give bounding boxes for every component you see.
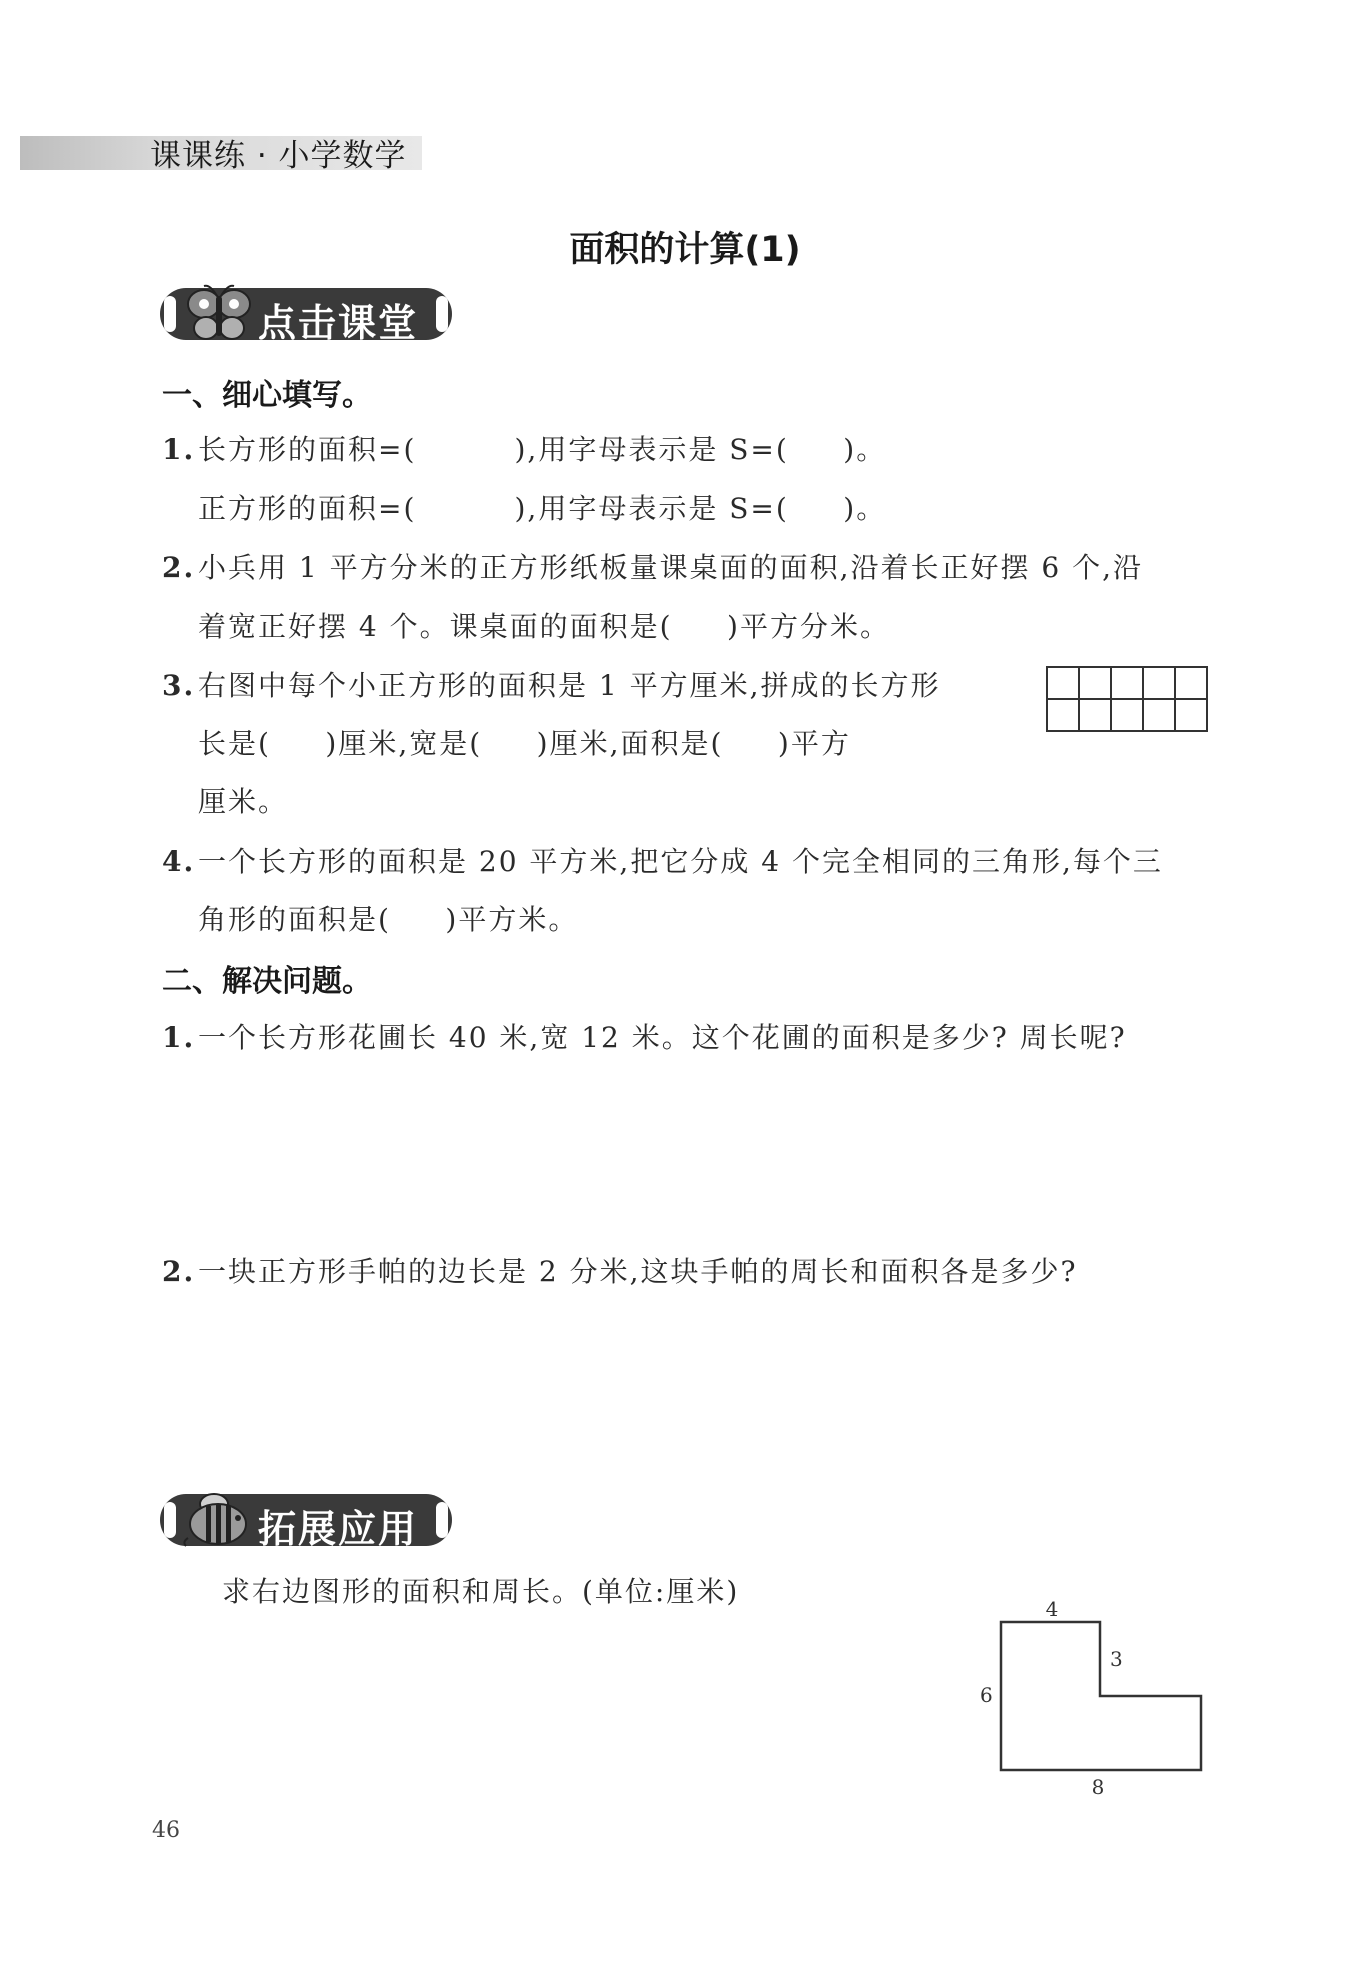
grid-cell	[1175, 667, 1207, 699]
header-title: 课课练 · 小学数学	[150, 138, 407, 174]
q-text: 一个长方形的面积是 20 平方米,把它分成 4 个完全相同的三角形,每个三	[198, 845, 1163, 878]
banner-cap-right	[436, 1502, 448, 1538]
q-number: 1.	[162, 1021, 196, 1054]
label-left: 6	[980, 1683, 993, 1707]
grid-cell	[1079, 667, 1111, 699]
butterfly-icon	[184, 282, 254, 346]
bee-icon	[178, 1486, 256, 1552]
grid-cell	[1143, 699, 1175, 731]
q-number: 2.	[162, 1255, 196, 1288]
banner-label: 点击课堂	[258, 301, 419, 345]
part2-heading: 二、解决问题。	[162, 964, 372, 999]
page-number: 46	[152, 1818, 180, 1843]
q-text: 右图中每个小正方形的面积是 1 平方厘米,拼成的长方形	[198, 669, 941, 702]
label-right-step: 3	[1110, 1647, 1123, 1671]
q2-line1	[162, 546, 1143, 586]
grid-cell	[1111, 667, 1143, 699]
q-number: 4.	[162, 845, 196, 878]
q2-line2: 着宽正好摆 4 个。课桌面的面积是( )平方分米。	[198, 610, 890, 643]
q1-line1	[162, 428, 886, 468]
q-number: 3.	[162, 669, 196, 702]
grid-cell	[1143, 667, 1175, 699]
q-number: 2.	[162, 551, 196, 584]
page-title: 面积的计算(1)	[569, 230, 801, 270]
p2-q1	[162, 1016, 1127, 1056]
q3-line3: 厘米。	[198, 785, 289, 818]
banner-cap-left	[164, 1502, 176, 1538]
section-banner-extension-body	[160, 1494, 452, 1551]
grid-cell	[1047, 699, 1079, 731]
grid-cell	[1079, 699, 1111, 731]
banner-label: 拓展应用	[258, 1507, 419, 1551]
label-top: 4	[1045, 1597, 1059, 1621]
p2-q2	[162, 1250, 1078, 1290]
l-shape-outline	[1001, 1622, 1201, 1770]
q-text: 长方形的面积=( ),用字母表示是 S=( )。	[198, 433, 887, 466]
banner-cap-left	[164, 296, 176, 332]
q-text: 一块正方形手帕的边长是 2 分米,这块手帕的周长和面积各是多少?	[198, 1255, 1078, 1288]
section-banner-classroom	[160, 288, 452, 345]
q-text: 一个长方形花圃长 40 米,宽 12 米。这个花圃的面积是多少? 周长呢?	[198, 1021, 1127, 1054]
q-number: 1.	[162, 433, 196, 466]
q4-line1	[162, 840, 1163, 880]
l-shape-figure	[970, 1590, 1210, 1800]
extension-prompt: 求右边图形的面积和周长。(单位:厘米)	[222, 1575, 740, 1608]
q1-line2: 正方形的面积=( ),用字母表示是 S=( )。	[198, 492, 887, 525]
part1-heading: 一、细心填写。	[162, 378, 372, 413]
grid-cell	[1047, 667, 1079, 699]
grid-cell	[1175, 699, 1207, 731]
grid-cell	[1111, 699, 1143, 731]
banner-cap-right	[436, 296, 448, 332]
q3-line1	[162, 664, 941, 704]
unit-square-grid	[1046, 666, 1210, 732]
label-bottom: 8	[1091, 1775, 1105, 1799]
q-text: 小兵用 1 平方分米的正方形纸板量课桌面的面积,沿着长正好摆 6 个,沿	[198, 551, 1144, 584]
q3-line2: 长是( )厘米,宽是( )厘米,面积是( )平方	[198, 727, 851, 760]
q4-line2: 角形的面积是( )平方米。	[198, 903, 579, 936]
